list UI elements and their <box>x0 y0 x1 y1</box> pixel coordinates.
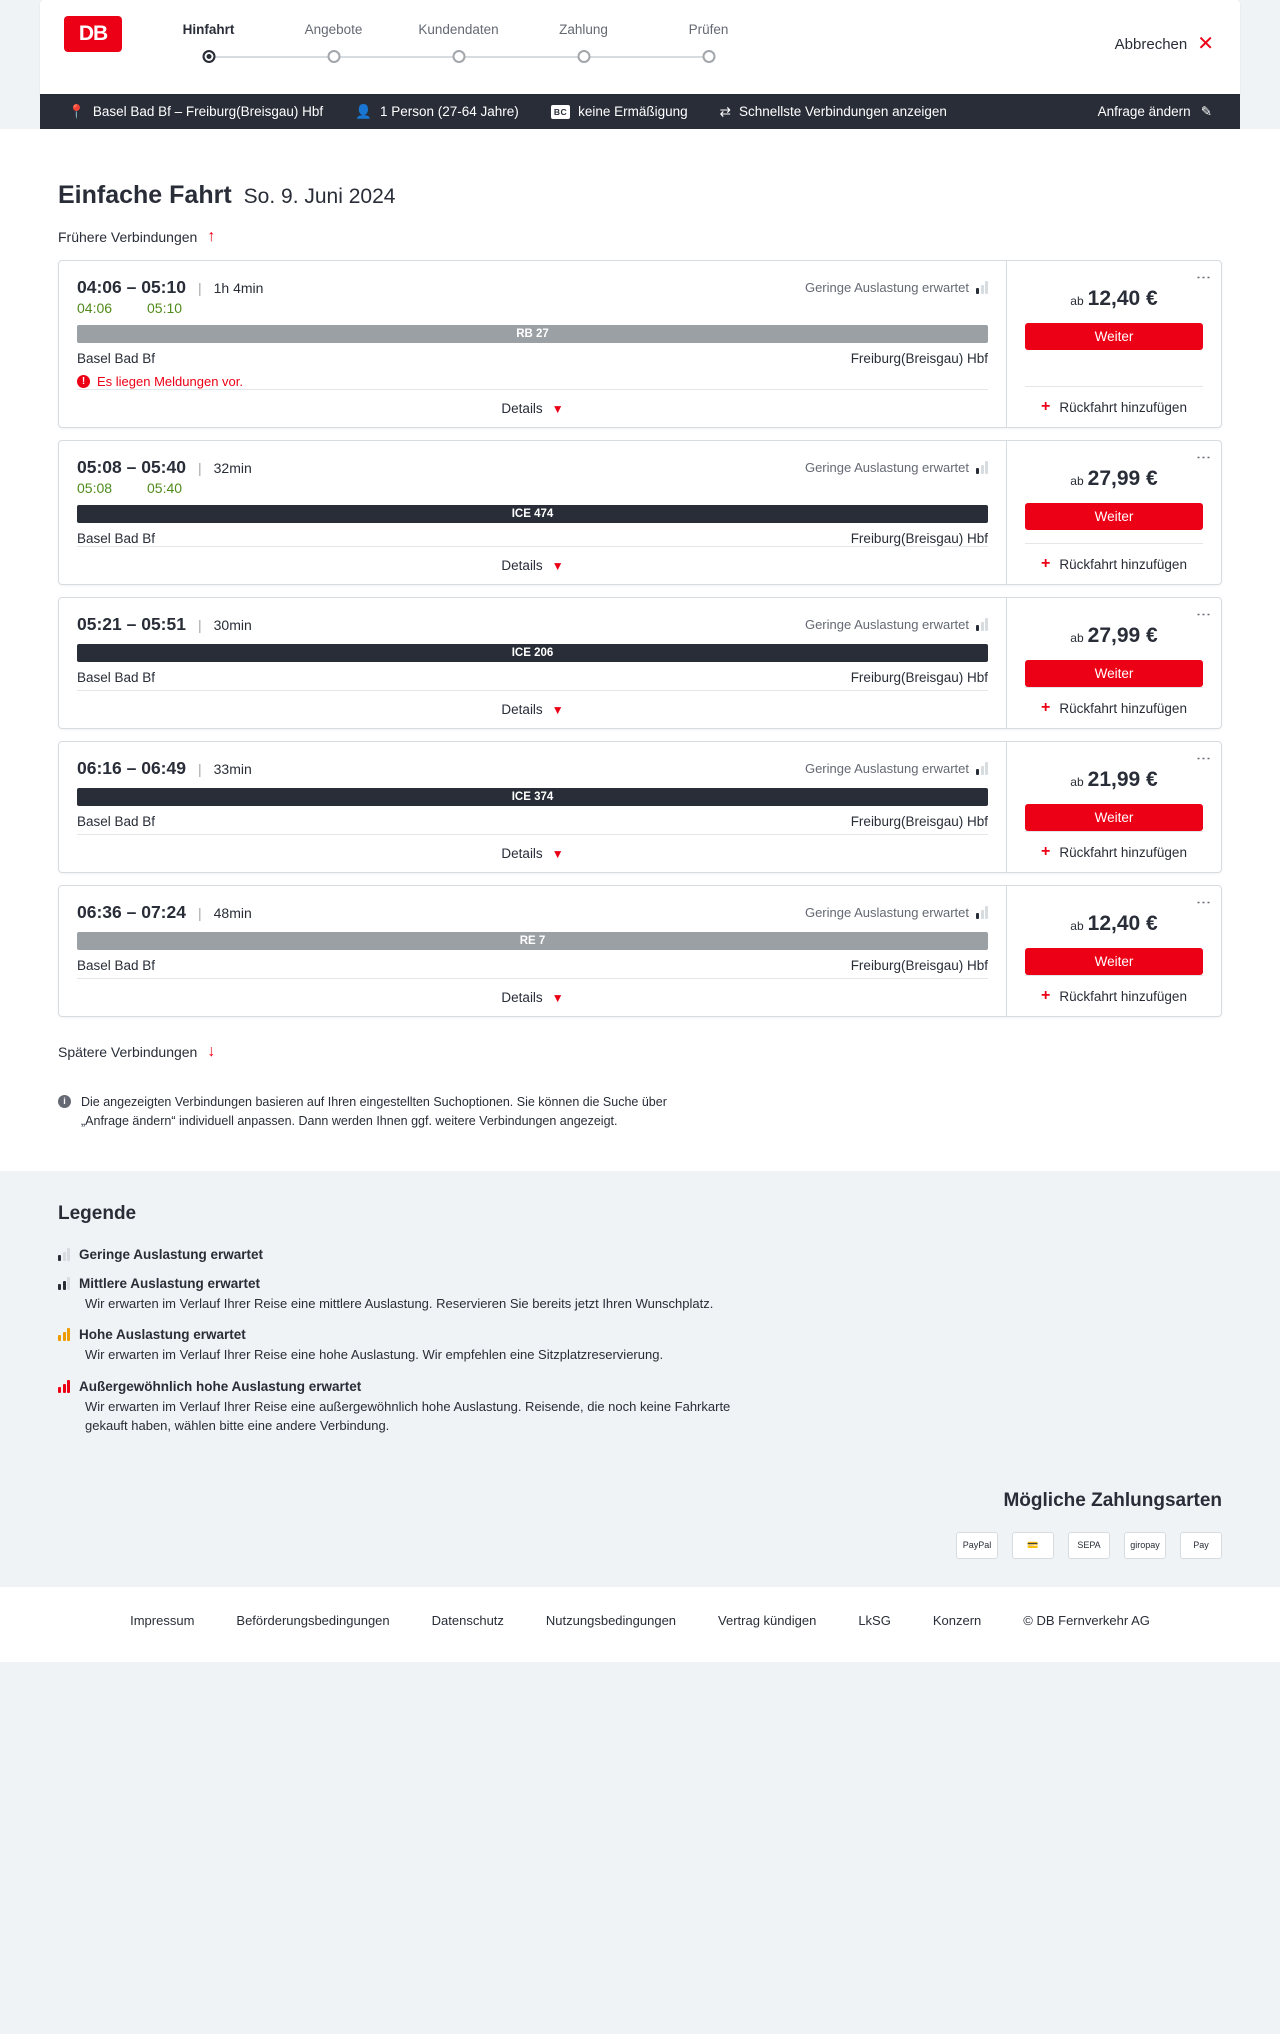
add-return-trip-button[interactable] <box>1025 975 1203 1016</box>
summary-discount[interactable] <box>535 104 704 119</box>
connection-stations <box>77 670 988 685</box>
connection-header <box>77 614 988 635</box>
connection-card[interactable] <box>58 260 1222 428</box>
connection-details-pane <box>59 598 1006 728</box>
price-prefix: ab <box>1070 294 1084 308</box>
occupancy-icon <box>976 461 988 474</box>
connection-details-pane <box>59 441 1006 584</box>
summary-discount-label: keine Ermäßigung <box>578 104 688 119</box>
connection-card[interactable] <box>58 440 1222 585</box>
details-label: Details <box>501 401 543 416</box>
separator: | <box>197 616 202 633</box>
footer-copyright: © DB Fernverkehr AG <box>1023 1612 1150 1628</box>
realtime-departure: 04:06 <box>77 300 113 316</box>
connection-price-pane <box>1006 886 1221 1016</box>
legend-item-desc: Wir erwarten im Verlauf Ihrer Reise eine hohe Auslastung. Wir empfehlen eine Sitzplatzreservierung. <box>85 1347 664 1363</box>
later-connections-label: Spätere Verbindungen <box>58 1044 198 1060</box>
realtime-departure: 05:08 <box>77 480 113 496</box>
separator: | <box>197 904 202 921</box>
legend-item-head <box>58 1247 1222 1262</box>
footer-links <box>109 1613 1002 1628</box>
continue-button[interactable]: Weiter <box>1025 323 1203 350</box>
price-row <box>1025 624 1203 648</box>
more-options-icon[interactable]: ⋮ <box>1195 607 1212 622</box>
step-prüfen[interactable] <box>646 22 771 68</box>
station-to: Freiburg(Breisgau) Hbf <box>850 814 988 829</box>
payment-icon-sepa-lastschrift: SEPA <box>1068 1532 1110 1559</box>
footer <box>0 1587 1280 1662</box>
plus-icon: + <box>1041 398 1051 415</box>
occupancy-label: Geringe Auslastung erwartet <box>804 460 969 475</box>
search-summary-bar <box>40 94 1240 129</box>
occupancy-icon <box>976 281 988 294</box>
occupancy-label: Geringe Auslastung erwartet <box>804 280 969 295</box>
connection-occupancy <box>805 617 988 632</box>
details-toggle[interactable] <box>77 389 988 427</box>
footer-link-konzern[interactable]: Konzern <box>932 1612 982 1628</box>
payment-title: Mögliche Zahlungsarten <box>1003 1489 1222 1511</box>
add-return-trip-button[interactable] <box>1025 687 1203 728</box>
payment-section <box>0 1490 1280 1587</box>
add-return-label: Rückfahrt hinzufügen <box>1059 988 1187 1004</box>
realtime-times <box>77 300 988 316</box>
details-label: Details <box>501 702 543 717</box>
arrow-up-icon: ↑ <box>207 228 216 245</box>
step-dot-icon <box>327 50 340 63</box>
chevron-down-icon: ▼ <box>551 846 564 861</box>
step-marker <box>271 46 396 68</box>
earlier-connections-link[interactable] <box>58 228 215 246</box>
summary-sort-label: Schnellste Verbindungen anzeigen <box>738 104 947 119</box>
legend-item-desc: Wir erwarten im Verlauf Ihrer Reise eine mittlere Auslastung. Reservieren Sie bereits jetzt Ihren Wunschplatz. <box>85 1295 714 1311</box>
more-options-icon[interactable]: ⋮ <box>1195 751 1212 766</box>
train-name: RB 27 <box>516 328 549 340</box>
page-title-date: So. 9. Juni 2024 <box>243 185 396 208</box>
occupancy-label: Geringe Auslastung erwartet <box>804 761 969 776</box>
step-label: Angebote <box>304 22 363 37</box>
more-options-icon[interactable]: ⋮ <box>1195 895 1212 910</box>
connection-occupancy <box>805 761 988 776</box>
price-row <box>1025 768 1203 792</box>
details-label: Details <box>501 990 543 1005</box>
occupancy-icon <box>58 1277 70 1290</box>
continue-button[interactable]: Weiter <box>1025 503 1203 530</box>
step-dot-icon <box>452 50 465 63</box>
details-label: Details <box>501 558 543 573</box>
connection-details-pane <box>59 886 1006 1016</box>
connection-header <box>77 457 988 478</box>
location-pin-icon: 📍 <box>68 103 85 119</box>
station-from: Basel Bad Bf <box>77 531 156 546</box>
summary-passengers[interactable] <box>339 104 535 119</box>
legend-item <box>58 1327 1222 1365</box>
more-options-icon[interactable]: ⋮ <box>1195 450 1212 465</box>
occupancy-icon <box>976 762 988 775</box>
connection-duration: 33min <box>213 760 252 777</box>
occupancy-icon <box>58 1248 70 1261</box>
legend-section <box>0 1171 1280 1490</box>
connection-details-pane <box>59 742 1006 872</box>
separator: | <box>197 760 202 777</box>
db-logo: DB <box>64 16 122 52</box>
details-toggle[interactable] <box>77 978 988 1016</box>
train-name: RE 7 <box>519 935 546 947</box>
connection-price-pane <box>1006 441 1221 584</box>
modify-search-label: Anfrage ändern <box>1097 104 1191 119</box>
plus-icon: + <box>1041 699 1051 716</box>
connection-header <box>77 902 988 923</box>
close-icon[interactable]: ✕ <box>1197 33 1214 55</box>
price-value: 27,99 € <box>1087 467 1158 490</box>
chevron-down-icon: ▼ <box>551 401 564 416</box>
station-to: Freiburg(Breisgau) Hbf <box>850 531 988 546</box>
price-value: 12,40 € <box>1087 912 1158 935</box>
legend-item-desc: Wir erwarten im Verlauf Ihrer Reise eine außergewöhnlich hohe Auslastung. Reisende, die noch keine Fahrkarte gekauft haben, wählen bitte eine andere Verbindung. <box>85 1399 731 1434</box>
modify-search-button[interactable] <box>1098 104 1220 119</box>
step-label: Zahlung <box>559 22 608 37</box>
occupancy-icon <box>58 1380 70 1393</box>
step-dot-icon <box>702 50 715 63</box>
connection-duration: 32min <box>213 459 252 476</box>
main-content <box>0 129 1280 1171</box>
chevron-down-icon: ▼ <box>551 990 564 1005</box>
connections-list <box>40 260 1240 1017</box>
connection-occupancy <box>805 460 988 475</box>
legend-item-head <box>58 1379 1222 1394</box>
step-dot-icon <box>202 50 215 63</box>
realtime-times <box>77 480 988 496</box>
occupancy-label: Geringe Auslastung erwartet <box>804 617 969 632</box>
connection-time-range: 05:21 – 05:51 <box>77 614 186 634</box>
station-from: Basel Bad Bf <box>77 958 156 973</box>
legend-item-head <box>58 1327 1222 1342</box>
train-badge[interactable] <box>77 325 988 343</box>
price-value: 12,40 € <box>1087 287 1158 310</box>
chevron-down-icon: ▼ <box>551 702 564 717</box>
train-badge[interactable] <box>77 932 988 950</box>
station-from: Basel Bad Bf <box>77 670 156 685</box>
payment-icon-apple-pay: Pay <box>1180 1532 1222 1559</box>
page-title-main: Einfache Fahrt <box>58 181 232 209</box>
price-prefix: ab <box>1070 631 1084 645</box>
person-icon: 👤 <box>355 103 372 119</box>
step-dot-icon <box>577 50 590 63</box>
connection-header <box>77 277 988 298</box>
add-return-trip-button[interactable] <box>1025 386 1203 427</box>
connection-price-pane <box>1006 598 1221 728</box>
legend-title: Legende <box>58 1202 137 1224</box>
search-note <box>58 1093 678 1131</box>
footer-link-impressum[interactable]: Impressum <box>130 1612 195 1628</box>
details-toggle[interactable] <box>77 690 988 728</box>
train-badge[interactable] <box>77 788 988 806</box>
footer-link-lksg[interactable]: LkSG <box>858 1612 891 1628</box>
footer-link-nutzungsbedingungen[interactable]: Nutzungsbedingungen <box>545 1612 677 1628</box>
occupancy-icon <box>976 618 988 631</box>
train-badge[interactable] <box>77 505 988 523</box>
station-to: Freiburg(Breisgau) Hbf <box>850 351 988 366</box>
step-marker <box>646 46 771 68</box>
connection-time-range: 06:36 – 07:24 <box>77 902 186 922</box>
step-label: Hinfahrt <box>182 22 235 37</box>
header <box>40 0 1240 94</box>
chevron-down-icon: ▼ <box>551 558 564 573</box>
connection-occupancy <box>805 905 988 920</box>
step-kundendaten[interactable] <box>396 22 521 68</box>
station-from: Basel Bad Bf <box>77 814 156 829</box>
connection-stations <box>77 351 988 366</box>
plus-icon: + <box>1041 555 1051 572</box>
earlier-connections-label: Frühere Verbindungen <box>58 229 198 245</box>
alert-icon: ! <box>77 375 90 388</box>
price-row <box>1025 467 1203 491</box>
step-label: Prüfen <box>688 22 729 37</box>
occupancy-label: Geringe Auslastung erwartet <box>804 905 969 920</box>
connection-stations <box>77 814 988 829</box>
details-label: Details <box>501 846 543 861</box>
continue-button[interactable]: Weiter <box>1025 660 1203 687</box>
step-label: Kundendaten <box>418 22 499 37</box>
step-zahlung[interactable] <box>521 22 646 68</box>
train-badge[interactable] <box>77 644 988 662</box>
station-to: Freiburg(Breisgau) Hbf <box>850 958 988 973</box>
legend-item-label: Außergewöhnlich hohe Auslastung erwartet <box>79 1379 362 1395</box>
add-return-label: Rückfahrt hinzufügen <box>1059 844 1187 860</box>
connection-price-pane <box>1006 742 1221 872</box>
step-marker <box>146 46 271 68</box>
legend-item <box>58 1247 1222 1262</box>
continue-button[interactable]: Weiter <box>1025 948 1203 975</box>
plus-icon: + <box>1041 843 1051 860</box>
details-toggle[interactable] <box>77 834 988 872</box>
connection-message-text: Es liegen Meldungen vor. <box>97 374 243 389</box>
continue-button[interactable]: Weiter <box>1025 804 1203 831</box>
checkout-stepper <box>146 22 771 68</box>
legend-item-label: Mittlere Auslastung erwartet <box>79 1275 261 1291</box>
step-hinfahrt[interactable] <box>146 22 271 68</box>
legend-item <box>58 1276 1222 1314</box>
plus-icon: + <box>1041 987 1051 1004</box>
summary-sort[interactable] <box>704 104 963 119</box>
connection-duration: 48min <box>213 904 252 921</box>
legend-item-head <box>58 1276 1222 1291</box>
price-prefix: ab <box>1070 919 1084 933</box>
price-value: 27,99 € <box>1087 624 1158 647</box>
separator: | <box>197 279 202 296</box>
separator: | <box>197 459 202 476</box>
station-from: Basel Bad Bf <box>77 351 156 366</box>
price-row <box>1025 912 1203 936</box>
payment-icon-kreditkarte: 💳 <box>1012 1532 1054 1559</box>
add-return-label: Rückfahrt hinzufügen <box>1059 700 1187 716</box>
realtime-arrival: 05:10 <box>147 300 183 316</box>
search-note-text: Die angezeigten Verbindungen basieren auf Ihren eingestellten Suchoptionen. Sie können die Suche über „Anfrage ändern“ individuell anpassen. Dann werden Ihnen ggf. weitere Verbindungen angezeigt. <box>81 1095 667 1128</box>
later-connections-link[interactable] <box>58 1043 215 1061</box>
connection-header <box>77 758 988 779</box>
train-name: ICE 374 <box>511 791 554 803</box>
step-marker <box>396 46 521 68</box>
step-marker <box>521 46 646 68</box>
connection-price-pane <box>1006 261 1221 427</box>
summary-route[interactable] <box>60 104 339 119</box>
details-toggle[interactable] <box>77 546 988 584</box>
bahncard-icon: BC <box>551 105 570 119</box>
connection-card[interactable] <box>58 741 1222 873</box>
add-return-label: Rückfahrt hinzufügen <box>1059 556 1187 572</box>
arrow-down-icon: ↓ <box>207 1043 216 1060</box>
summary-route-label: Basel Bad Bf – Freiburg(Breisgau) Hbf <box>92 104 324 119</box>
connection-time-range: 05:08 – 05:40 <box>77 457 186 477</box>
connection-stations <box>77 958 988 973</box>
station-to: Freiburg(Breisgau) Hbf <box>850 670 988 685</box>
add-return-trip-button[interactable] <box>1025 543 1203 584</box>
realtime-arrival: 05:40 <box>147 480 183 496</box>
pencil-icon[interactable]: ✎ <box>1200 103 1212 119</box>
add-return-label: Rückfahrt hinzufügen <box>1059 399 1187 415</box>
sort-icon: ⇄ <box>719 103 731 119</box>
page-title <box>58 181 1240 210</box>
footer-link-bef-rderungsbedingungen[interactable]: Beförderungsbedingungen <box>236 1612 390 1628</box>
cancel-button[interactable] <box>1115 34 1214 54</box>
price-prefix: ab <box>1070 775 1084 789</box>
connection-card[interactable] <box>58 885 1222 1017</box>
connection-details-pane <box>59 261 1006 427</box>
legend-item-label: Geringe Auslastung erwartet <box>79 1246 264 1262</box>
connection-time-range: 04:06 – 05:10 <box>77 277 186 297</box>
payment-icons <box>58 1532 1222 1559</box>
connection-message[interactable] <box>77 374 988 389</box>
price-value: 21,99 € <box>1087 768 1158 791</box>
connection-duration: 1h 4min <box>213 279 264 296</box>
footer-link-datenschutz[interactable]: Datenschutz <box>431 1612 504 1628</box>
connection-occupancy <box>805 280 988 295</box>
occupancy-icon <box>58 1328 70 1341</box>
cancel-label: Abbrechen <box>1114 35 1188 53</box>
connection-stations <box>77 531 988 546</box>
payment-icon-giropay: giropay <box>1124 1532 1166 1559</box>
more-options-icon[interactable]: ⋮ <box>1195 270 1212 285</box>
price-prefix: ab <box>1070 474 1084 488</box>
connection-time-range: 06:16 – 06:49 <box>77 758 186 778</box>
connection-card[interactable] <box>58 597 1222 729</box>
add-return-trip-button[interactable] <box>1025 831 1203 872</box>
step-angebote[interactable] <box>271 22 396 68</box>
legend-item-label: Hohe Auslastung erwartet <box>79 1327 246 1343</box>
connection-duration: 30min <box>213 616 252 633</box>
info-icon: i <box>58 1095 71 1108</box>
legend-items <box>58 1247 1222 1436</box>
legend-item <box>58 1379 1222 1436</box>
occupancy-icon <box>976 906 988 919</box>
train-name: ICE 206 <box>511 647 554 659</box>
footer-link-vertrag-k-ndigen[interactable]: Vertrag kündigen <box>718 1612 817 1628</box>
price-row <box>1025 287 1203 311</box>
summary-passengers-label: 1 Person (27-64 Jahre) <box>379 104 519 119</box>
train-name: ICE 474 <box>511 508 554 520</box>
payment-icon-paypal: PayPal <box>956 1532 998 1559</box>
